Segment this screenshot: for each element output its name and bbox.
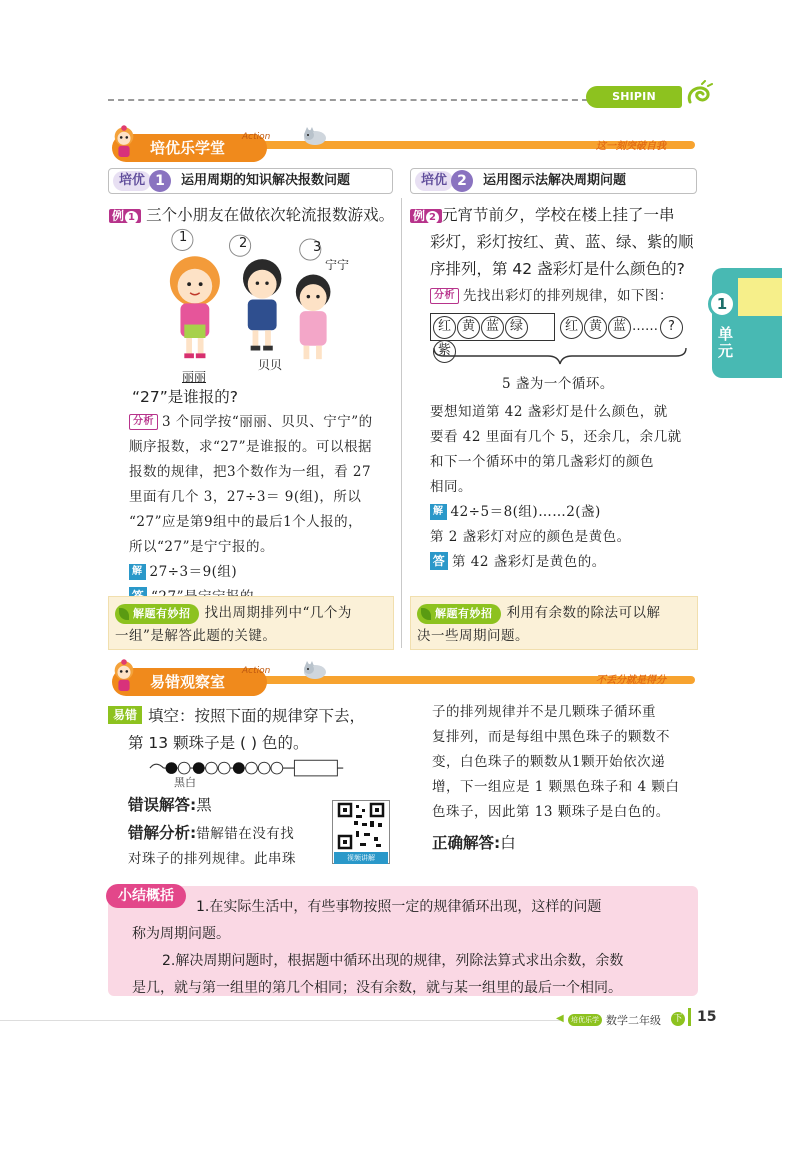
qr-code-icon: [333, 801, 389, 851]
bead-label: 黑白: [174, 776, 196, 789]
wrong-analysis-left: 错解分析:错解错在没有找 对珠子的排列规律。此串珠: [128, 824, 296, 867]
section1-title: 培优乐学堂: [150, 139, 226, 157]
kid-name-ningning: 宁宁: [325, 258, 350, 272]
lantern-red: 红: [433, 316, 456, 339]
cycle-label: 5 盏为一个循环。: [502, 376, 614, 392]
lantern-next-row: [560, 316, 700, 339]
lantern-yellow: 黄: [457, 316, 480, 339]
error-tag: 易错: [108, 706, 142, 724]
kid-name-lili: 丽丽: [182, 370, 207, 384]
topic2-title: 运用图示法解决周期问题: [483, 173, 627, 188]
lantern-blue: 蓝: [481, 316, 504, 339]
error-question: 易错 填空：按照下面的规律穿下去， 第 13 颗珠子是 ( ) 色的。: [108, 703, 408, 757]
lantern-ellipsis: ……: [632, 319, 658, 334]
example1-title-row: [109, 202, 399, 229]
footer-rule: [0, 1020, 560, 1021]
footer-divider: [688, 1008, 691, 1026]
footer-volume: 下: [671, 1012, 685, 1026]
topic1-tag: 培优: [113, 171, 151, 191]
column-divider: [401, 198, 402, 648]
section2-action: Action: [242, 666, 271, 676]
lantern-blue-next: 蓝: [608, 316, 631, 339]
example1-title: 三个小朋友在做依次轮流报数游戏。: [146, 206, 395, 224]
lantern-purple: 紫: [433, 340, 456, 363]
bubble-label-2: 2: [239, 236, 248, 251]
topic1-number: 1: [149, 170, 171, 192]
example2-answer: 第 42 盏彩灯是黄色的。: [452, 554, 606, 570]
topic2-bar: [410, 168, 697, 194]
solve-tag: 解: [129, 564, 146, 580]
example1-question: “27”是谁报的?: [132, 388, 239, 406]
section2-title: 易错观察室: [150, 673, 226, 691]
answer-tag: 答: [430, 552, 448, 570]
summary-badge: 小结概括: [106, 884, 186, 908]
example2-solve-note: 第 2 盏彩灯对应的颜色是黄色。: [430, 529, 631, 545]
swirl-icon: [684, 80, 714, 110]
topic1-title: 运用周期的知识解决报数问题: [181, 173, 351, 188]
analysis-tag: 分析: [129, 414, 158, 430]
lantern-green: 绿: [505, 316, 528, 339]
example2-body: 要想知道第 42 盏彩灯是什么颜色，就 要看 42 里面有几个 5，还余几，余几就 和下一个循环中的第几盏彩灯的颜色 相同。 解 42÷5＝8(组)……2(盏) 第 2 盏彩灯对应的颜色是黄色。 答 第 42 盏彩灯是黄色的。: [430, 400, 700, 575]
wrong-analysis-right: 子的排列规律并不是几颗珠子循环重 复排列，而是每组中黑色珠子的颗数不 变，白色珠子的颗数从1颗开始依次递 增，下一组应是 1 颗黑色珠子和 4 颗白 色珠子，因此第 13 颗珠子是白色的。: [432, 704, 680, 820]
analysis-tag: 分析: [430, 288, 459, 304]
tip-label: 解题有妙招: [115, 604, 199, 624]
example2-solve: 42÷5＝8(组)……2(盏): [450, 504, 601, 520]
topic1-bar: [108, 168, 393, 194]
three-kids-illustration: [142, 228, 392, 373]
section1-action: Action: [242, 132, 271, 142]
section1-slogan: 这一刻突破自我: [596, 141, 666, 152]
unit-number: 1: [708, 290, 736, 318]
example1-solve: 27÷3＝9(组): [149, 564, 238, 580]
section2-slogan: 不丢分就是得分: [596, 675, 666, 686]
example2-tip: 解题有妙招 利用有余数的除法可以解 决一些周期问题。: [410, 596, 698, 650]
example2-badge: 例 2: [410, 209, 442, 223]
example1-badge: 例 1: [109, 209, 141, 223]
unit-side-highlight: [738, 278, 782, 316]
lantern-red-next: 红: [560, 316, 583, 339]
example1-analysis: 分析 3 个同学按“丽丽、贝贝、宁宁”的 顺序报数，求“27”是谁报的。可以根据 报数的规律，把3个数作为一组，看 27 里面有几个 3，27÷3＝ 9(组)，所以 “27”应是第9组中的最后1个人报的， 所以“27”是宁宁报的。 解 27÷3＝9(组): [129, 410, 399, 610]
tip-label: 解题有妙招: [417, 604, 501, 624]
kid-name-beibei: 贝贝: [258, 358, 283, 372]
solve-tag: 解: [430, 504, 447, 520]
page-number: 15: [697, 1009, 717, 1025]
correct-answer: 正确解答:白: [432, 834, 516, 852]
qr-caption: 视频讲解: [334, 852, 388, 864]
topic2-number: 2: [451, 170, 473, 192]
footer-subject: 数学二年级: [606, 1014, 661, 1027]
topic2-tag: 培优: [415, 171, 453, 191]
footer-arrow-icon: ◀: [556, 1013, 564, 1024]
wrong-answer: 错误解答:黑: [128, 796, 212, 814]
example1-tip: 解题有妙招 找出周期排列中“几个为 一组”是解答此题的关键。: [108, 596, 394, 650]
summary-text: 1.在实际生活中，有些事物按照一定的规律循环出现，这样的问题 称为周期问题。 2.解决周期问题时，根据题中循环出现的规律，列除法算式求出余数，余数 是几，就与第一组里的第几个相同；没有余数，就与某一组里的最后一个相同。: [132, 899, 624, 996]
unit-label: 单元: [718, 325, 734, 360]
footer-series: 培优乐学: [568, 1014, 602, 1026]
mascot-girl-icon: [110, 658, 138, 696]
example2-analysis-first: 分析 先找出彩灯的排列规律，如下图：: [430, 284, 673, 309]
mascot-girl-icon: [110, 124, 138, 162]
example2-text: 例 2 元宵节前夕，学校在楼上挂了一串 彩灯，彩灯按红、黄、蓝、绿、紫的顺 序排列，第 42 盏彩灯是什么颜色的?: [410, 202, 702, 283]
lantern-unknown: ?: [660, 316, 683, 339]
cat-mascot-icon: [300, 660, 330, 680]
brand-label: SHIPIN JIANGJIE: [586, 86, 682, 108]
bubble-label-3: 3: [313, 240, 322, 255]
lantern-group-frame: [430, 313, 555, 358]
lantern-yellow-next: 黄: [584, 316, 607, 339]
cycle-brace: [430, 346, 690, 366]
bubble-label-1: 1: [179, 230, 188, 245]
header-dashed-rule: [108, 99, 588, 101]
cat-mascot-icon: [300, 126, 330, 146]
